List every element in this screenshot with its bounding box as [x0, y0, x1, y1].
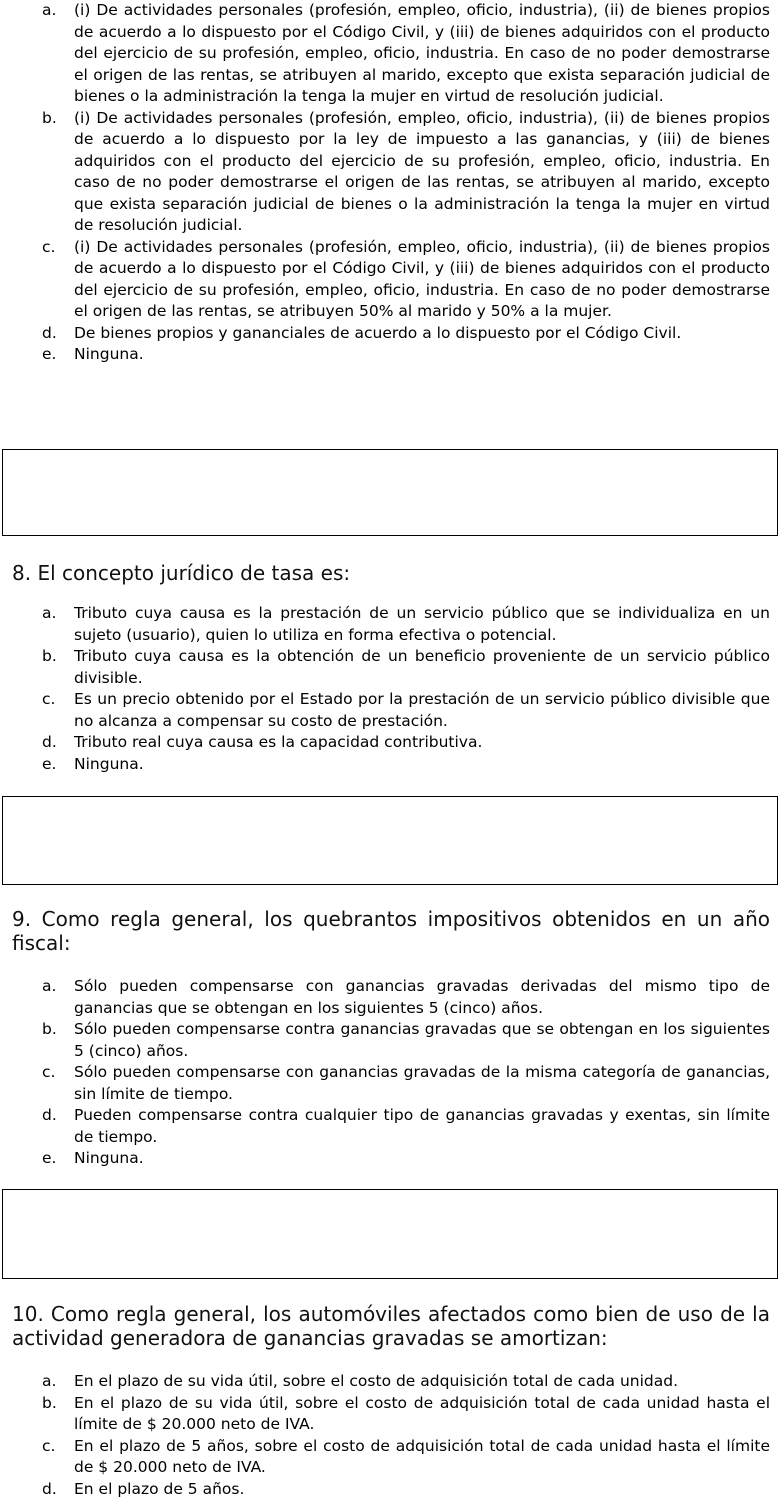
- option-letter: c.: [42, 237, 56, 256]
- option-8b[interactable]: [0, 646, 780, 689]
- option-text: Pueden compensarse contra cualquier tipo de ganancias gravadas y exentas, sin límite de tiempo.: [74, 1106, 770, 1146]
- option-text: Es un precio obtenido por el Estado por la prestación de un servicio público divisible que no alcanza a compensar su costo de prestación.: [74, 690, 770, 730]
- option-9d[interactable]: [0, 1105, 780, 1148]
- option-letter: c.: [42, 1436, 56, 1455]
- option-letter: d.: [42, 323, 57, 342]
- option-text: De bienes propios y gananciales de acuerdo a lo dispuesto por el Código Civil.: [74, 323, 682, 342]
- option-letter: a.: [42, 1372, 57, 1390]
- option-text: (i) De actividades personales (profesión, empleo, oficio, industria), (ii) de bienes propios de acuerdo a lo dispuesto por el Código Civil, y (iii) de bienes adquiridos con el producto del ejercicio de su profesión, empleo, oficio, industria. En caso de no poder demostrarse el origen de las rentas, se atribuyen al marido, excepto que exista separación judicial de bienes o la administración la tenga la mujer en virtud de resolución judicial.: [74, 1, 770, 105]
- option-text: En el plazo de su vida útil, sobre el costo de adquisición total de cada unidad.: [74, 1372, 679, 1390]
- option-text: Tributo cuya causa es la prestación de un servicio público que se individualiza en un sujeto (usuario), quien lo utiliza en forma efectiva o potencial.: [74, 604, 770, 644]
- question-8-title: 8. El concepto jurídico de tasa es:: [12, 561, 351, 585]
- question-10-title: 10. Como regla general, los automóviles afectados como bien de uso de la actividad generadora de ganancias gravadas se amortizan:: [12, 1302, 770, 1350]
- option-text: (i) De actividades personales (profesión, empleo, oficio, industria), (ii) de bienes propios de acuerdo a lo dispuesto por la ley de impuesto a las ganancias, y (iii) de bienes adquiridos con el producto del ejercicio de su profesión, empleo, oficio, industria. En caso de no poder demostrarse el origen de las rentas, se atribuyen al marido, excepto que exista separación judicial de bienes o la administración la tenga la mujer en virtud de resolución judicial.: [74, 108, 770, 234]
- option-8e[interactable]: [0, 754, 780, 776]
- question-7-block: [0, 0, 780, 366]
- option-letter: b.: [42, 1393, 57, 1412]
- option-letter: b.: [42, 108, 57, 127]
- option-text: En el plazo de su vida útil, sobre el costo de adquisición total de cada unidad hasta el límite de $ 20.000 neto de IVA.: [74, 1393, 770, 1433]
- option-text: Sólo pueden compensarse con ganancias gravadas de la misma categoría de ganancias, sin límite de tiempo.: [74, 1063, 770, 1103]
- option-letter: d.: [42, 1106, 57, 1124]
- answer-box-8[interactable]: [2, 796, 778, 885]
- option-9a[interactable]: [0, 976, 780, 1019]
- option-text: Ninguna.: [74, 345, 144, 363]
- option-9e[interactable]: [0, 1148, 780, 1170]
- option-9c[interactable]: [0, 1062, 780, 1105]
- option-text: (i) De actividades personales (profesión, empleo, oficio, industria), (ii) de bienes propios de acuerdo a lo dispuesto por el Código Civil, y (iii) de bienes adquiridos con el producto del ejercicio de su profesión, empleo, oficio, industria. En caso de no poder demostrarse el origen de las rentas, se atribuyen 50% al marido y 50% a la mujer.: [74, 237, 770, 320]
- question-9-options: [0, 976, 780, 1170]
- option-letter: a.: [42, 604, 57, 622]
- option-8d[interactable]: [0, 732, 780, 754]
- question-9-block: [0, 976, 780, 1170]
- option-7b[interactable]: [0, 108, 780, 237]
- option-10d[interactable]: [0, 1479, 780, 1501]
- question-8-options: [0, 603, 780, 775]
- option-7c[interactable]: [0, 237, 780, 323]
- option-text: Sólo pueden compensarse contra ganancias gravadas que se obtengan en los siguientes 5 (cinco) años.: [74, 1020, 770, 1060]
- option-letter: d.: [42, 1479, 57, 1498]
- question-10-options: [0, 1371, 780, 1500]
- option-10a[interactable]: [0, 1371, 780, 1393]
- option-text: Tributo cuya causa es la obtención de un beneficio proveniente de un servicio público divisible.: [74, 647, 770, 687]
- question-8-block: [0, 603, 780, 775]
- option-9b[interactable]: [0, 1019, 780, 1062]
- option-letter: c.: [42, 1063, 56, 1081]
- option-7e[interactable]: [0, 344, 780, 366]
- answer-box-9[interactable]: [2, 1189, 778, 1279]
- option-7a[interactable]: [0, 0, 780, 108]
- option-text: Sólo pueden compensarse con ganancias gravadas derivadas del mismo tipo de ganancias que se obtengan en los siguientes 5 (cinco) años.: [74, 977, 770, 1017]
- option-8a[interactable]: [0, 603, 780, 646]
- option-text: Ninguna.: [74, 1149, 144, 1167]
- option-letter: c.: [42, 690, 56, 708]
- answer-box-7[interactable]: [2, 449, 778, 536]
- option-letter: e.: [42, 1149, 57, 1167]
- option-text: Ninguna.: [74, 754, 144, 773]
- option-10b[interactable]: [0, 1393, 780, 1436]
- option-letter: a.: [42, 977, 57, 995]
- option-letter: e.: [42, 754, 57, 773]
- option-7d[interactable]: [0, 323, 780, 345]
- option-letter: e.: [42, 345, 57, 363]
- option-letter: b.: [42, 647, 57, 665]
- option-text: Tributo real cuya causa es la capacidad contributiva.: [74, 733, 483, 751]
- option-8c[interactable]: [0, 689, 780, 732]
- option-letter: d.: [42, 733, 57, 751]
- option-letter: b.: [42, 1020, 57, 1038]
- option-10c[interactable]: [0, 1436, 780, 1479]
- option-text: En el plazo de 5 años, sobre el costo de adquisición total de cada unidad hasta el límite de $ 20.000 neto de IVA.: [74, 1436, 770, 1476]
- option-text: En el plazo de 5 años.: [74, 1479, 245, 1498]
- question-7-options: [0, 0, 780, 366]
- option-letter: a.: [42, 1, 57, 19]
- question-9-title: 9. Como regla general, los quebrantos impositivos obtenidos en un año fiscal:: [12, 907, 770, 955]
- question-10-block: [0, 1371, 780, 1500]
